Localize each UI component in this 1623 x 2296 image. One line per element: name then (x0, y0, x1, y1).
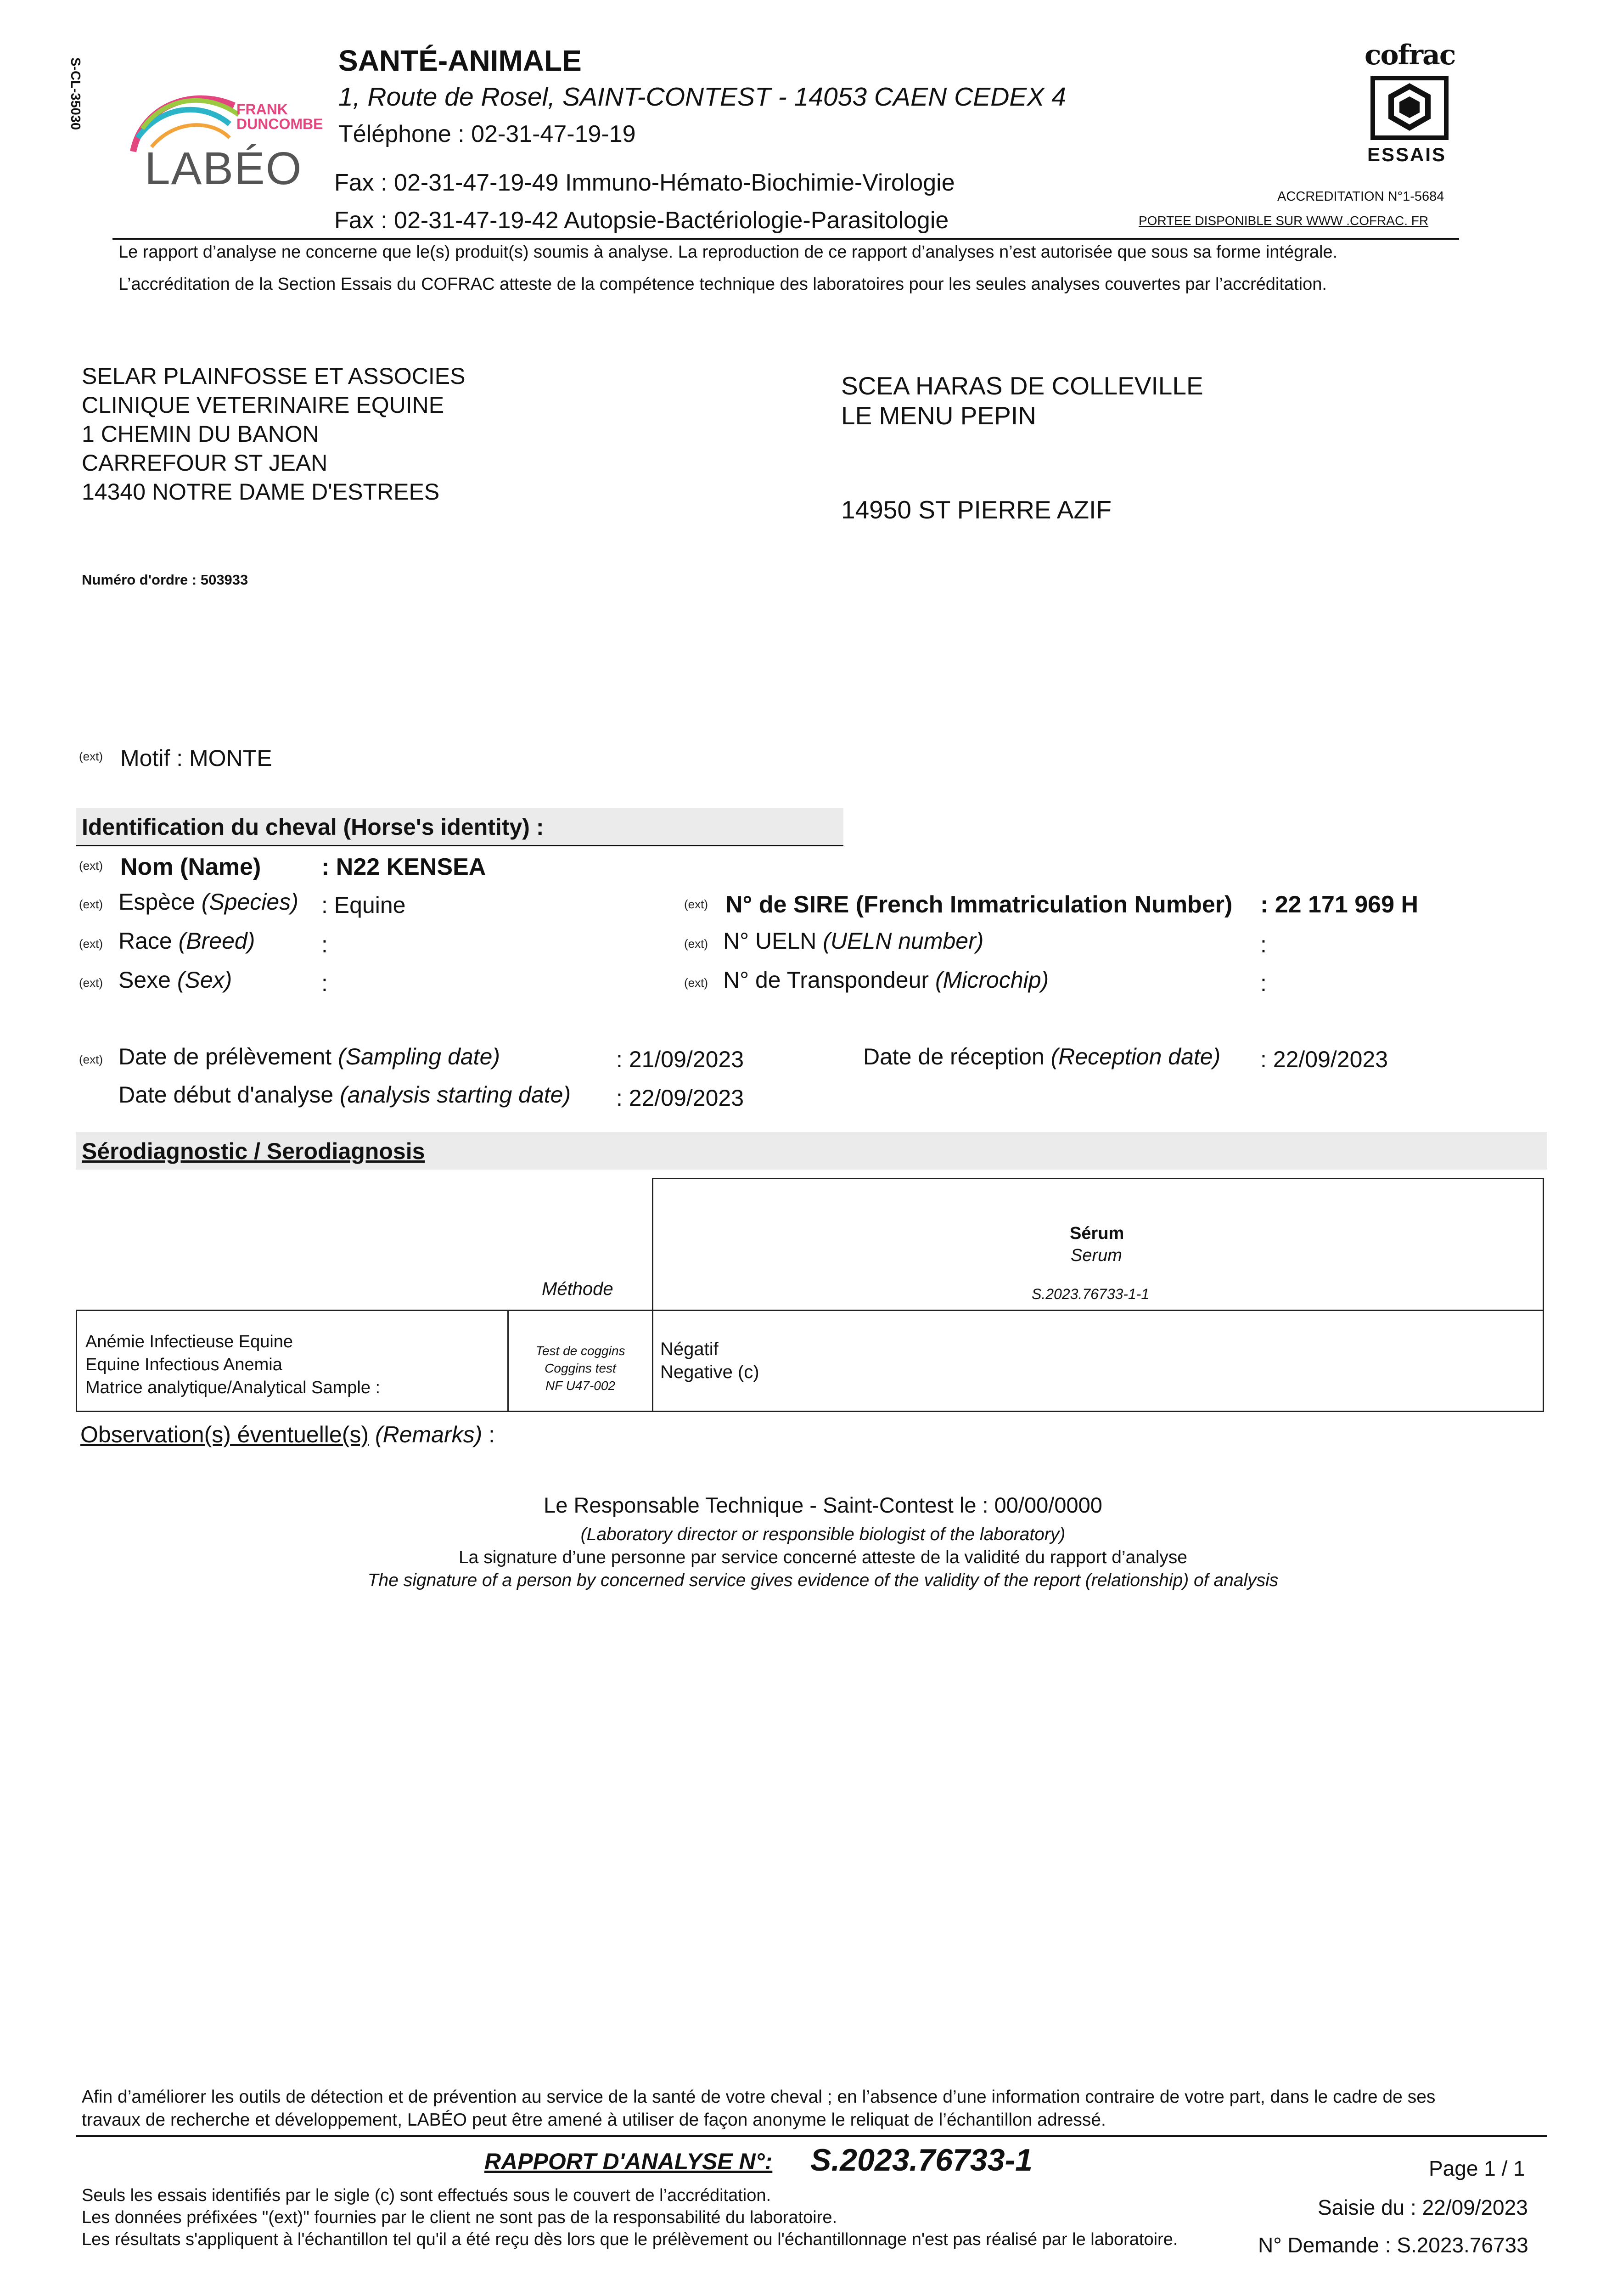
cofrac-logo (1359, 39, 1460, 177)
name-value: : N22 KENSEA (321, 854, 486, 880)
ext-tag: (ext) (684, 976, 708, 990)
transponder-value: : (1260, 970, 1267, 996)
sampling-date-label-fr: Date de prélèvement (118, 1044, 332, 1069)
sender-line: CLINIQUE VETERINAIRE EQUINE (82, 392, 444, 418)
reception-date-value: : 22/09/2023 (1260, 1047, 1388, 1072)
sex-label (118, 967, 232, 993)
header-rule (112, 238, 1459, 240)
ueln-value: : (1260, 932, 1267, 957)
method-line: NF U47-002 (545, 1379, 615, 1393)
name-label: Nom (Name) (120, 854, 261, 880)
legal-line1: Seuls les essais identifiés par le sigle (c) sont effectués sous le couvert de l’accréditation. (82, 2186, 771, 2205)
remarks-suffix: : (489, 1422, 495, 1447)
ext-tag: (ext) (79, 897, 103, 911)
cofrac-hexagon-icon (1368, 73, 1451, 142)
side-code: S-CL-35030 (68, 57, 83, 130)
labeo-logo (124, 78, 331, 197)
breed-value: : (321, 932, 328, 957)
start-date-value: : 22/09/2023 (616, 1085, 744, 1111)
signature-line4: The signature of a person by concerned service gives evidence of the validity of the report (relationship) of analysis (367, 1570, 1279, 1590)
sender-line: SELAR PLAINFOSSE ET ASSOCIES (82, 363, 466, 389)
sex-label-fr: Sexe (118, 967, 171, 993)
report-label: RAPPORT D'ANALYSE N°: (484, 2149, 773, 2174)
start-date-label-fr: Date début d'analyse (118, 1082, 334, 1108)
sender-line: 1 CHEMIN DU BANON (82, 421, 319, 447)
sampling-date-label-en: (Sampling date) (338, 1044, 500, 1069)
disclaimer-line2: L’accréditation de la Section Essais du COFRAC atteste de la compétence technique des laboratoires pour les seules analyses couvertes par l’accréditation. (118, 275, 1327, 294)
result-line: Négatif (660, 1339, 719, 1359)
sire-label: N° de SIRE (French Immatriculation Number) (725, 891, 1233, 918)
footer-notice2: travaux de recherche et développement, LABÉO peut être amené à utiliser de façon anonyme le reliquat de l’échantillon adressé. (82, 2110, 1106, 2130)
start-date-label-en: (analysis starting date) (340, 1082, 571, 1108)
transponder-label-fr: N° de Transpondeur (723, 967, 929, 993)
recipient-line3: 14950 ST PIERRE AZIF (841, 495, 1112, 524)
remarks-label-en: (Remarks) (375, 1422, 483, 1447)
reception-date-label (863, 1043, 1220, 1070)
legal-line3: Les résultats s'appliquent à l'échantillon tel qu'il a été reçu dès lors que le prélèvement ou l'échantillonnage n'est pas réalisé par le laboratoire. (82, 2230, 1178, 2249)
lab-fax2: Fax : 02-31-47-19-42 Autopsie-Bactériologie-Parasitologie (334, 207, 949, 234)
analysis-line: Equine Infectious Anemia (85, 1355, 282, 1374)
analysis-cell (77, 1311, 509, 1411)
signature-line2: (Laboratory director or responsible biologist of the laboratory) (580, 1525, 1066, 1544)
ext-tag: (ext) (79, 1052, 103, 1066)
logo-line2: DUNCOMBE (236, 116, 323, 132)
cofrac-brand: cofrac (1365, 39, 1455, 71)
sample-title-en: Serum (1071, 1246, 1122, 1265)
lab-fax1: Fax : 02-31-47-19-49 Immuno-Hémato-Biochimie-Virologie (334, 169, 955, 196)
species-value: : Equine (321, 892, 406, 918)
identity-header-rule (76, 845, 843, 846)
demande-number: N° Demande : S.2023.76733 (1258, 2233, 1528, 2257)
sample-id: S.2023.76733-1-1 (1032, 1286, 1150, 1302)
cofrac-portee-link[interactable]: PORTEE DISPONIBLE SUR WWW .COFRAC. FR (1139, 214, 1429, 228)
serology-title: Sérodiagnostic / Serodiagnosis (82, 1138, 425, 1164)
sampling-date-value: : 21/09/2023 (616, 1047, 744, 1072)
signature-line1: Le Responsable Technique - Saint-Contest le : 00/00/0000 (544, 1493, 1102, 1517)
lab-phone: Téléphone : 02-31-47-19-19 (338, 121, 636, 147)
signature-line3: La signature d’une personne par service concerné atteste de la validité du rapport d’analyse (458, 1548, 1187, 1567)
breed-label (118, 928, 255, 954)
reception-date-label-fr: Date de réception (863, 1044, 1045, 1069)
start-date-label (118, 1081, 571, 1108)
recipient-line2: LE MENU PEPIN (841, 401, 1036, 430)
method-line: Test de coggins (535, 1344, 625, 1358)
ueln-label-en: (UELN number) (823, 928, 984, 954)
analysis-line: Matrice analytique/Analytical Sample : (85, 1378, 381, 1397)
transponder-label-en: (Microchip) (935, 967, 1049, 993)
ueln-label-fr: N° UELN (723, 928, 817, 954)
motif: Motif : MONTE (120, 745, 272, 771)
cofrac-accreditation: ACCREDITATION N°1-5684 (1277, 189, 1444, 204)
ext-tag: (ext) (684, 937, 708, 951)
result-line: Negative (c) (660, 1362, 759, 1382)
result-cell (660, 1338, 759, 1384)
table-row (76, 1310, 1544, 1412)
sex-value: : (321, 970, 328, 996)
footer-notice1: Afin d’améliorer les outils de détection et de prévention au service de la santé de votre cheval ; en l’absence d’une information contraire de votre part, dans le cadre de ses (82, 2087, 1436, 2107)
page-number: Page 1 / 1 (1429, 2156, 1525, 2180)
legal-line2: Les données préfixées "(ext)" fournies par le client ne sont pas de la responsabilité du laboratoire. (82, 2208, 837, 2227)
analysis-line: Anémie Infectieuse Equine (85, 1332, 293, 1351)
logo-line1: FRANK (236, 101, 288, 118)
sender-address (82, 362, 466, 506)
sender-line: 14340 NOTRE DAME D'ESTREES (82, 479, 440, 505)
report-number: S.2023.76733-1 (810, 2143, 1033, 2178)
ext-tag: (ext) (79, 859, 103, 872)
remarks (80, 1421, 495, 1448)
recipient-line1: SCEA HARAS DE COLLEVILLE (841, 371, 1203, 400)
species-label-en: (Species) (201, 889, 298, 915)
ext-tag: (ext) (79, 976, 103, 990)
logo-word: LABÉO (145, 143, 303, 194)
method-line: Coggins test (545, 1361, 616, 1375)
breed-label-fr: Race (118, 928, 172, 954)
sender-line: CARREFOUR ST JEAN (82, 450, 328, 476)
ext-tag: (ext) (79, 937, 103, 951)
sample-title: Sérum (1070, 1224, 1124, 1243)
order-number: Numéro d'ordre : 503933 (82, 572, 248, 588)
cofrac-essais: ESSAIS (1367, 144, 1447, 165)
lab-address: 1, Route de Rosel, SAINT-CONTEST - 14053 CAEN CEDEX 4 (338, 82, 1067, 112)
identity-title: Identification du cheval (Horse's identity) : (82, 814, 544, 840)
ext-tag: (ext) (79, 749, 103, 763)
footer-rule (76, 2135, 1547, 2137)
saisie-date: Saisie du : 22/09/2023 (1318, 2195, 1528, 2219)
remarks-label: Observation(s) éventuelle(s) (80, 1422, 369, 1447)
method-cell (509, 1311, 653, 1411)
sire-value: : 22 171 969 H (1260, 891, 1419, 918)
reception-date-label-en: (Reception date) (1050, 1044, 1221, 1069)
breed-label-en: (Breed) (178, 928, 255, 954)
transponder-label (723, 967, 1049, 993)
species-label-fr: Espèce (118, 889, 195, 915)
method-header: Méthode (542, 1279, 613, 1299)
lab-name: SANTÉ-ANIMALE (338, 44, 582, 77)
ueln-label (723, 928, 983, 954)
ext-tag: (ext) (684, 897, 708, 911)
species-label (118, 889, 298, 915)
sex-label-en: (Sex) (177, 967, 232, 993)
disclaimer-line1: Le rapport d’analyse ne concerne que le(s) produit(s) soumis à analyse. La reproduction de ce rapport d’analyses n’est autorisée que sous sa forme intégrale. (118, 242, 1338, 262)
sampling-date-label (118, 1043, 500, 1070)
